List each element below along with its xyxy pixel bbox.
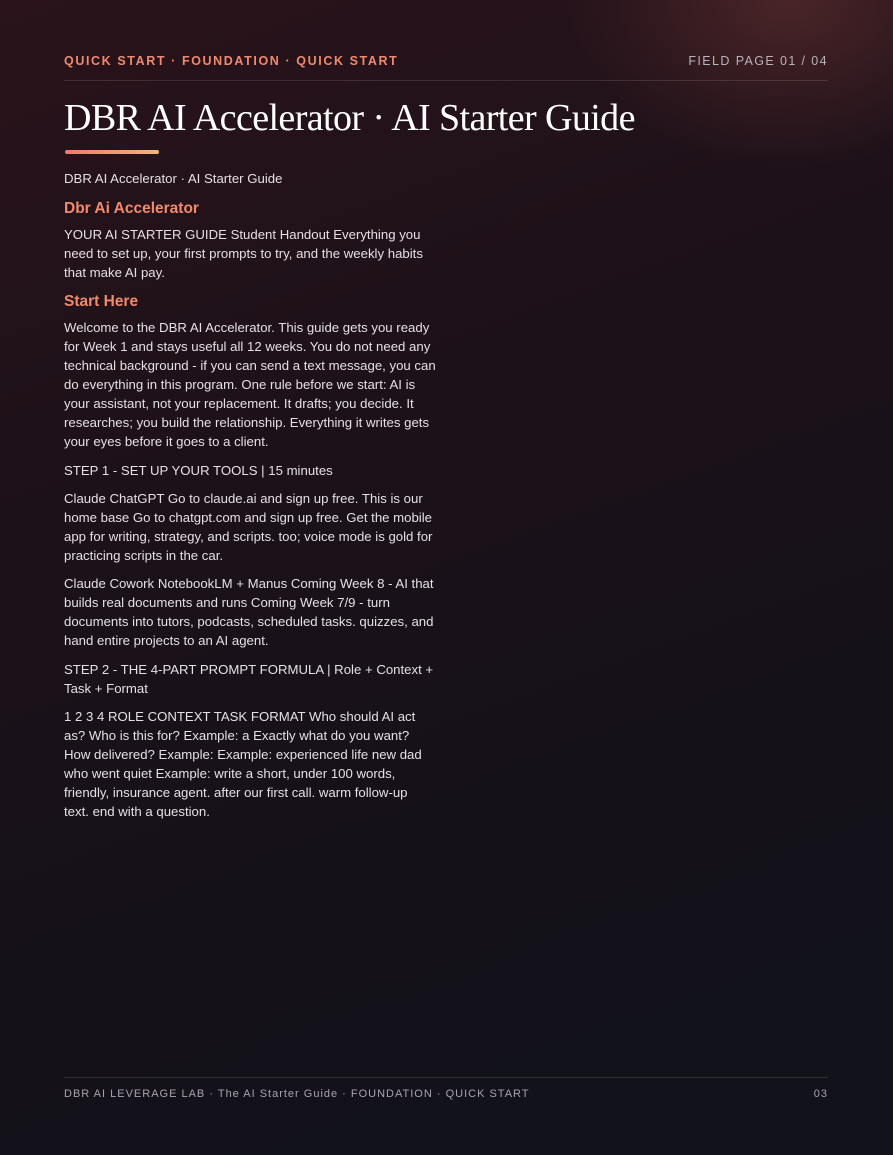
main-content [64,168,436,821]
welcome-paragraph: Welcome to the DBR AI Accelerator. This guide gets you ready for Week 1 and stays useful all 12 weeks. You do not need any technical background - if you can send a text message, you can do everything in this program. One rule before we start: AI is your assistant, not your replacement. It drafts; you decide. It researches; you build the relationship. Everything it writes gets your eyes before it goes to a client. [64,320,436,449]
title-underline [65,150,159,154]
section-heading-accelerator: Dbr Ai Accelerator [64,200,199,217]
handout-page [64,0,828,1155]
footer-text: DBR AI LEVERAGE LAB · The AI Starter Guide · FOUNDATION · QUICK START [64,1088,530,1100]
page-subtitle: DBR AI Accelerator · AI Starter Guide [64,171,283,186]
prompt-formula-paragraph: 1 2 3 4 ROLE CONTEXT TASK FORMAT Who should AI act as? Who is this for? Example: a Exactly what do you want? How delivered? Example: Example: experienced life new dad who went quiet Example: write a short, under 100 words, friendly, insurance agent. after our first call. warm follow-up text. end with a question. [64,709,422,819]
step-2-heading: STEP 2 - THE 4-PART PROMPT FORMULA | Role + Context + Task + Format [64,662,434,696]
step-1-heading: STEP 1 - SET UP YOUR TOOLS | 15 minutes [64,463,333,478]
tools-paragraph-1: Claude ChatGPT Go to claude.ai and sign up free. This is our home base Go to chatgpt.com and sign up free. Get the mobile app for writing, strategy, and scripts. too; voice mode is gold for practicing scripts in the car. [64,491,433,563]
page-header [64,54,828,81]
intro-paragraph: YOUR AI STARTER GUIDE Student Handout Everything you need to set up, your first prompts to try, and the weekly habits that make AI pay. [64,227,423,280]
page-title: DBR AI Accelerator · AI Starter Guide [64,97,635,139]
page-indicator: FIELD PAGE 01 / 04 [688,54,828,68]
footer-page-number: 03 [813,1088,828,1100]
page-footer [64,1077,828,1100]
tools-paragraph-2: Claude Cowork NotebookLM + Manus Coming Week 8 - AI that builds real documents and runs Coming Week 7/9 - turn documents into tutors, podcasts, scheduled tasks. quizzes, and hand entire projects to an AI agent. [64,576,434,648]
section-label: QUICK START · FOUNDATION · QUICK START [64,54,399,68]
section-heading-start-here: Start Here [64,293,139,310]
